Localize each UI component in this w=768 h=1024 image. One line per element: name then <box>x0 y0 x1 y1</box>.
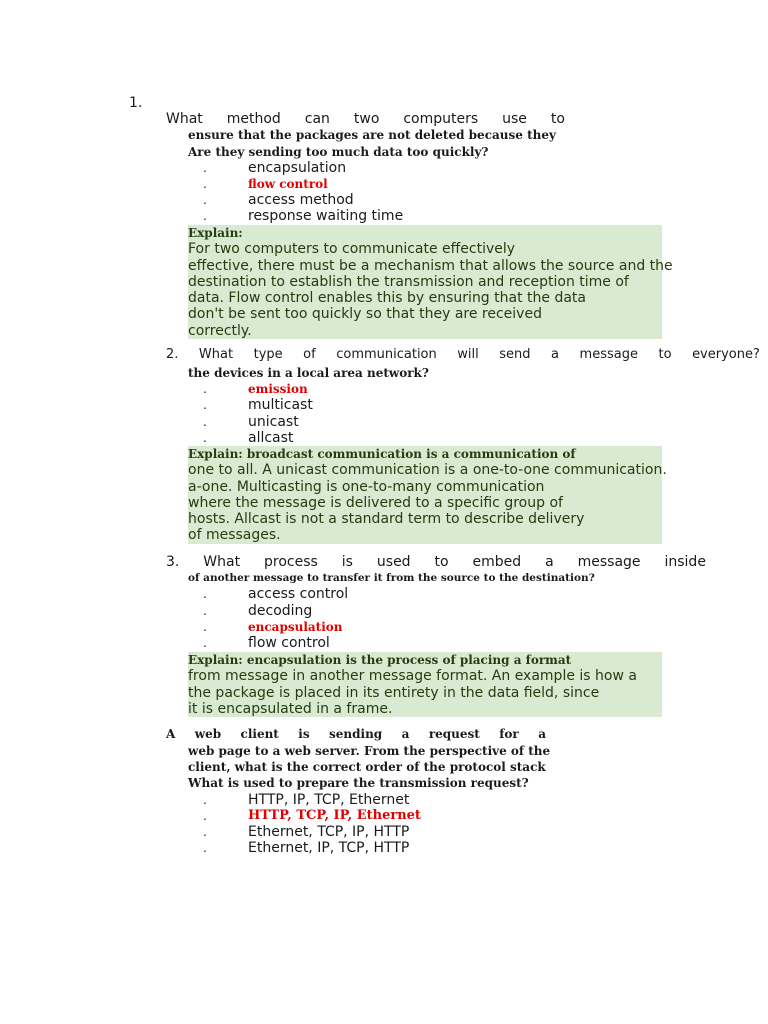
option-text: access control <box>248 586 349 602</box>
explain-line: For two computers to communicate effectively <box>188 241 516 258</box>
q4-question-line: web page to a web server. From the perspective of the <box>188 744 551 758</box>
q3-word: inside <box>664 554 706 570</box>
q2-word: of <box>303 347 316 362</box>
q3-word: is <box>341 554 353 570</box>
bullet: . <box>203 177 207 191</box>
explain-line: it is encapsulated in a frame. <box>188 700 393 717</box>
q4-word: a <box>401 727 410 741</box>
q2-title-line <box>166 347 760 363</box>
q3-explanation-box <box>188 652 662 717</box>
bullet: . <box>203 431 207 445</box>
option-text: decoding <box>248 603 313 619</box>
bullet: . <box>203 587 207 601</box>
option-text: HTTP, IP, TCP, Ethernet <box>248 792 410 808</box>
q3-word: a <box>545 554 554 570</box>
explain-label: Explain: broadcast communication is a communication of <box>188 447 576 461</box>
q4-title-line <box>166 726 546 742</box>
explain-label: Explain: encapsulation is the process of placing a format <box>188 653 572 667</box>
option-text: unicast <box>248 414 299 430</box>
bullet: . <box>203 193 207 207</box>
explain-line: hosts. Allcast is not a standard term to describe delivery <box>188 511 585 528</box>
q1-word: to <box>550 111 565 127</box>
q4-word: a <box>538 727 546 741</box>
bullet: . <box>203 620 207 634</box>
q1-word: can <box>304 111 330 127</box>
option-text-correct: flow control <box>248 177 328 191</box>
q1-question-line: ensure that the packages are not deleted because they <box>188 128 556 142</box>
bullet: . <box>203 415 207 429</box>
q2-word: type <box>253 347 283 362</box>
explain-line: correctly. <box>188 322 252 339</box>
q1-explanation-box <box>188 225 673 339</box>
q3-word: 3. <box>166 554 180 570</box>
bullet: . <box>203 398 207 412</box>
q1-number: 1. <box>129 95 143 111</box>
q2-word: a <box>551 347 560 362</box>
q2-word: will <box>457 347 479 362</box>
q4-word: request <box>428 727 480 741</box>
q2-word: send <box>499 347 531 362</box>
explain-line: destination to establish the transmission and reception time of <box>188 273 629 290</box>
q4-word: web <box>194 727 222 741</box>
q4-word: for <box>499 727 519 741</box>
q3-word: process <box>264 554 318 570</box>
q2-explanation-box <box>188 446 667 544</box>
q1-word: use <box>502 111 527 127</box>
option-text-correct: encapsulation <box>248 620 343 634</box>
bullet: . <box>203 604 207 618</box>
q3-word: used <box>376 554 411 570</box>
option-text-correct: HTTP, TCP, IP, Ethernet <box>248 808 421 823</box>
q1-question-line: Are they sending too much data too quickly? <box>188 145 489 159</box>
q2-question-line: the devices in a local area network? <box>188 366 429 380</box>
q2-word: What <box>198 347 234 362</box>
bullet: . <box>203 825 207 839</box>
explain-line: don't be sent too quickly so that they are received <box>188 306 542 323</box>
explain-line: effective, there must be a mechanism that allows the source and the <box>188 257 673 274</box>
q3-word: message <box>577 554 641 570</box>
option-text: Ethernet, TCP, IP, HTTP <box>248 824 410 840</box>
q4-question-line: client, what is the correct order of the protocol stack <box>188 760 546 774</box>
q2-word: message <box>579 347 638 362</box>
option-text: flow control <box>248 635 330 651</box>
explain-line: one to all. A unicast communication is a one-to-one communication. <box>188 462 667 479</box>
bullet: . <box>203 841 207 855</box>
q4-word: sending <box>329 727 383 741</box>
bullet: . <box>203 809 207 823</box>
option-text: Ethernet, IP, TCP, HTTP <box>248 840 410 856</box>
bullet: . <box>203 382 207 396</box>
option-text: allcast <box>248 430 294 446</box>
option-text: response waiting time <box>248 208 404 224</box>
option-text: encapsulation <box>248 160 347 176</box>
q3-title-line <box>166 554 706 570</box>
bullet: . <box>203 636 207 650</box>
q3-question-line: of another message to transfer it from the source to the destination? <box>188 572 595 584</box>
explain-line: data. Flow control enables this by ensuring that the data <box>188 290 586 307</box>
bullet: . <box>203 161 207 175</box>
q3-word: embed <box>472 554 522 570</box>
explain-line: a-one. Multicasting is one-to-many communication <box>188 478 545 495</box>
q2-word: to <box>658 347 672 362</box>
bullet: . <box>203 209 207 223</box>
bullet: . <box>203 793 207 807</box>
q4-word: client <box>240 727 279 741</box>
explain-line: where the message is delivered to a specific group of <box>188 494 563 511</box>
q1-word: two <box>353 111 380 127</box>
q4-word: is <box>298 727 310 741</box>
q2-word: communication <box>336 347 437 362</box>
q3-word: What <box>203 554 241 570</box>
explain-line: from message in another message format. An example is how a <box>188 668 637 685</box>
q4-question-line: What is used to prepare the transmission request? <box>188 776 529 790</box>
q2-word: 2. <box>166 347 179 362</box>
explain-line: of messages. <box>188 527 281 544</box>
explain-line: the package is placed in its entirety in the data field, since <box>188 684 600 701</box>
option-text-correct: emission <box>248 382 308 396</box>
q1-title-line <box>166 111 565 127</box>
q2-word: everyone? <box>692 347 760 362</box>
option-text: access method <box>248 192 354 208</box>
q1-word: What <box>166 111 203 127</box>
q4-word: A <box>166 727 176 741</box>
q1-word: method <box>226 111 281 127</box>
q1-word: computers <box>403 111 479 127</box>
explain-label: Explain: <box>188 226 243 240</box>
q3-word: to <box>434 554 449 570</box>
option-text: multicast <box>248 397 313 413</box>
